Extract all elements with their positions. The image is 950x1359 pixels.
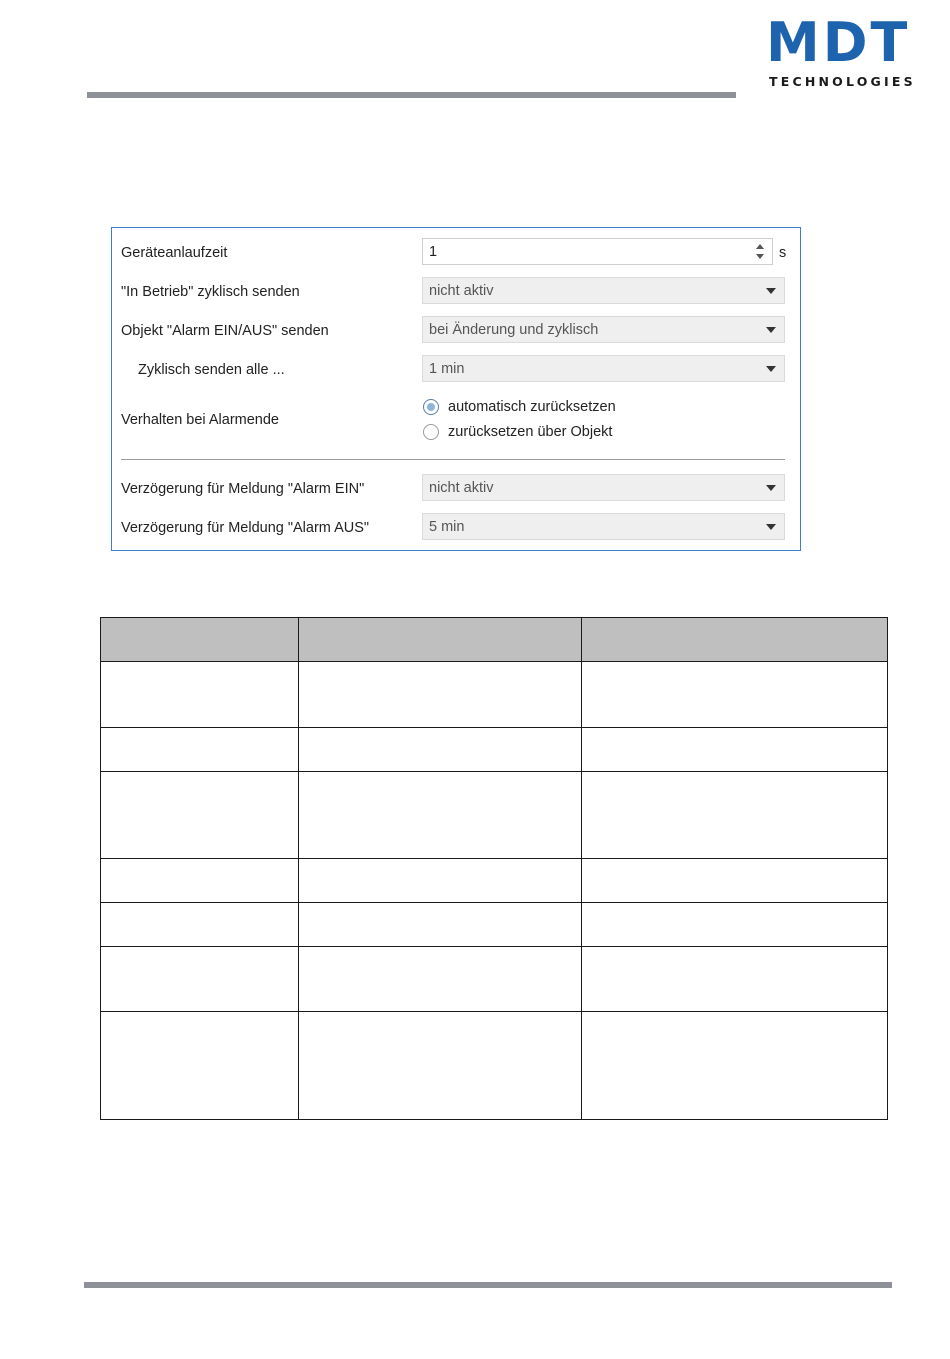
table-cell [582, 662, 888, 728]
chevron-down-icon [766, 485, 776, 491]
in-operation-select[interactable] [422, 277, 785, 304]
table-cell [299, 903, 582, 947]
chevron-down-icon [766, 524, 776, 530]
table-row [101, 728, 888, 772]
parameter-table [100, 617, 888, 1120]
table-cell [299, 1012, 582, 1120]
delay-off-label: Verzögerung für Meldung "Alarm AUS" [121, 520, 370, 536]
radio-auto-reset-label[interactable]: automatisch zurücksetzen [448, 399, 616, 415]
startup-time-unit: s [779, 245, 787, 261]
table-cell [582, 1012, 888, 1120]
logo-subtitle: TECHNOLOGIES [769, 74, 916, 89]
table-cell [299, 947, 582, 1012]
delay-on-label: Verzögerung für Meldung "Alarm EIN" [121, 481, 365, 497]
alarm-object-select[interactable] [422, 316, 785, 343]
table-header-row [101, 618, 888, 662]
chevron-down-icon [766, 327, 776, 333]
alarm-object-label: Objekt "Alarm EIN/AUS" senden [121, 323, 329, 339]
delay-off-value: 5 min [429, 519, 465, 535]
table-cell [101, 728, 299, 772]
table-cell [299, 662, 582, 728]
table-cell [582, 772, 888, 859]
panel-divider [121, 459, 785, 460]
alarm-object-value: bei Änderung und zyklisch [429, 322, 599, 338]
table-cell [101, 662, 299, 728]
radio-object-reset[interactable] [423, 424, 439, 440]
logo-mark: MDT [766, 11, 911, 74]
table-row [101, 1012, 888, 1120]
table-header-cell [582, 618, 888, 662]
radio-object-reset-label[interactable]: zurücksetzen über Objekt [448, 424, 613, 440]
table-cell [582, 728, 888, 772]
radio-auto-reset[interactable] [423, 399, 439, 415]
cyclic-interval-value: 1 min [429, 361, 465, 377]
table-cell [101, 859, 299, 903]
table-cell [582, 903, 888, 947]
table-cell [582, 947, 888, 1012]
spin-down-icon[interactable] [756, 254, 764, 259]
table-header-cell [101, 618, 299, 662]
table-cell [101, 1012, 299, 1120]
table-cell [582, 859, 888, 903]
in-operation-value: nicht aktiv [429, 283, 494, 299]
table-cell [101, 903, 299, 947]
table-row [101, 903, 888, 947]
table-cell [101, 772, 299, 859]
delay-on-value: nicht aktiv [429, 480, 494, 496]
table-row [101, 947, 888, 1012]
in-operation-label: "In Betrieb" zyklisch senden [121, 284, 300, 300]
cyclic-interval-label: Zyklisch senden alle ... [138, 362, 285, 378]
header-rule [87, 92, 736, 98]
table-row [101, 859, 888, 903]
table-cell [101, 947, 299, 1012]
startup-time-value: 1 [429, 244, 438, 260]
alarm-end-label: Verhalten bei Alarmende [121, 412, 279, 428]
chevron-down-icon [766, 366, 776, 372]
settings-panel [111, 227, 801, 551]
table-cell [299, 772, 582, 859]
chevron-down-icon [766, 288, 776, 294]
table-cell [299, 859, 582, 903]
delay-off-select[interactable] [422, 513, 785, 540]
startup-time-label: Geräteanlaufzeit [121, 245, 228, 261]
table-header-cell [299, 618, 582, 662]
table-cell [299, 728, 582, 772]
delay-on-select[interactable] [422, 474, 785, 501]
startup-time-spinner[interactable] [422, 238, 773, 265]
table-row [101, 662, 888, 728]
footer-rule [84, 1282, 892, 1288]
table-row [101, 772, 888, 859]
cyclic-interval-select[interactable] [422, 355, 785, 382]
mdt-logo [766, 11, 916, 92]
spin-up-icon[interactable] [756, 244, 764, 249]
